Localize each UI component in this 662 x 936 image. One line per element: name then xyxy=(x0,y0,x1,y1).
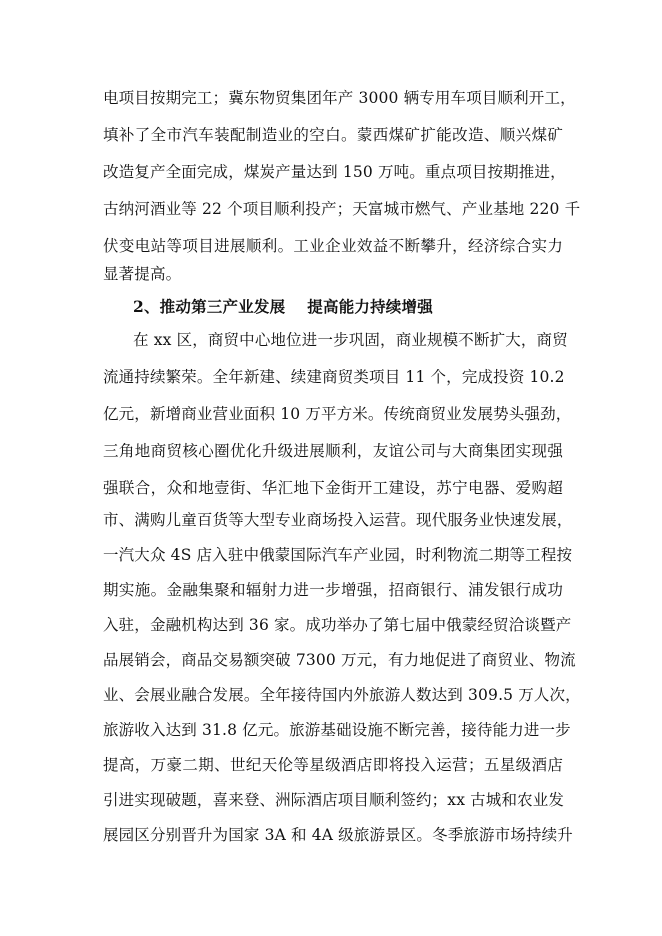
body-line: 引进实现破题，喜来登、洲际酒店项目顺利签约；xx 古城和农业发 xyxy=(103,791,565,809)
body-line: 业、会展业融合发展。全年接待国内外旅游人数达到 309.5 万人次， xyxy=(103,686,581,704)
body-line: 流通持续繁荣。全年新建、续建商贸类项目 11 个，完成投资 10.2 xyxy=(103,368,565,386)
body-line: 期实施。金融集聚和辐射力进一步增强，招商银行、浦发银行成功 xyxy=(103,581,563,599)
paragraph-first-line: 在 xx 区，商贸中心地位进一步巩固，商业规模不断扩大，商贸 xyxy=(133,331,568,349)
body-line: 一汽大众 4S 店入驻中俄蒙国际汽车产业园，时利物流二期等工程按 xyxy=(103,546,573,564)
body-line: 电项目按期完工；冀东物贸集团年产 3000 辆专用车项目顺利开工， xyxy=(103,89,576,107)
body-line: 三角地商贸核心圈优化升级进展顺利，友谊公司与大商集团实现强 xyxy=(103,442,563,460)
body-line: 旅游收入达到 31.8 亿元。旅游基础设施不断完善，接待能力进一步 xyxy=(103,721,571,739)
body-line: 市、满购儿童百货等大型专业商场投入运营。现代服务业快速发展， xyxy=(103,511,573,529)
body-line: 入驻，金融机构达到 36 家。成功举办了第七届中俄蒙经贸洽谈暨产 xyxy=(103,616,572,634)
body-line: 显著提高。 xyxy=(103,265,182,283)
body-line: 改造复产全面完成，煤炭产量达到 150 万吨。重点项目按期推进， xyxy=(103,163,566,181)
body-line: 提高，万豪二期、世纪天伦等星级酒店即将投入运营；五星级酒店 xyxy=(103,756,563,774)
section-heading-number: 2、推动第三产业发展 xyxy=(133,297,286,316)
section-heading-rest: 提高能力持续增强 xyxy=(307,297,433,316)
body-line: 填补了全市汽车装配制造业的空白。蒙西煤矿扩能改造、顺兴煤矿 xyxy=(103,126,563,144)
body-line: 古纳河酒业等 22 个项目顺利投产；天富城市燃气、产业基地 220 千 xyxy=(103,200,581,218)
body-line: 亿元，新增商业营业面积 10 万平方米。传统商贸业发展势头强劲， xyxy=(103,405,572,423)
body-line: 伏变电站等项目进展顺利。工业企业效益不断攀升，经济综合实力 xyxy=(103,237,563,255)
body-line: 品展销会，商品交易额突破 7300 万元，有力地促进了商贸业、物流 xyxy=(103,651,576,669)
body-line: 强联合，众和地壹街、华汇地下金街开工建设，苏宁电器、爱购超 xyxy=(103,479,563,497)
body-line: 展园区分别晋升为国家 3A 和 4A 级旅游景区。冬季旅游市场持续升 xyxy=(103,826,573,844)
section-heading xyxy=(133,297,563,317)
